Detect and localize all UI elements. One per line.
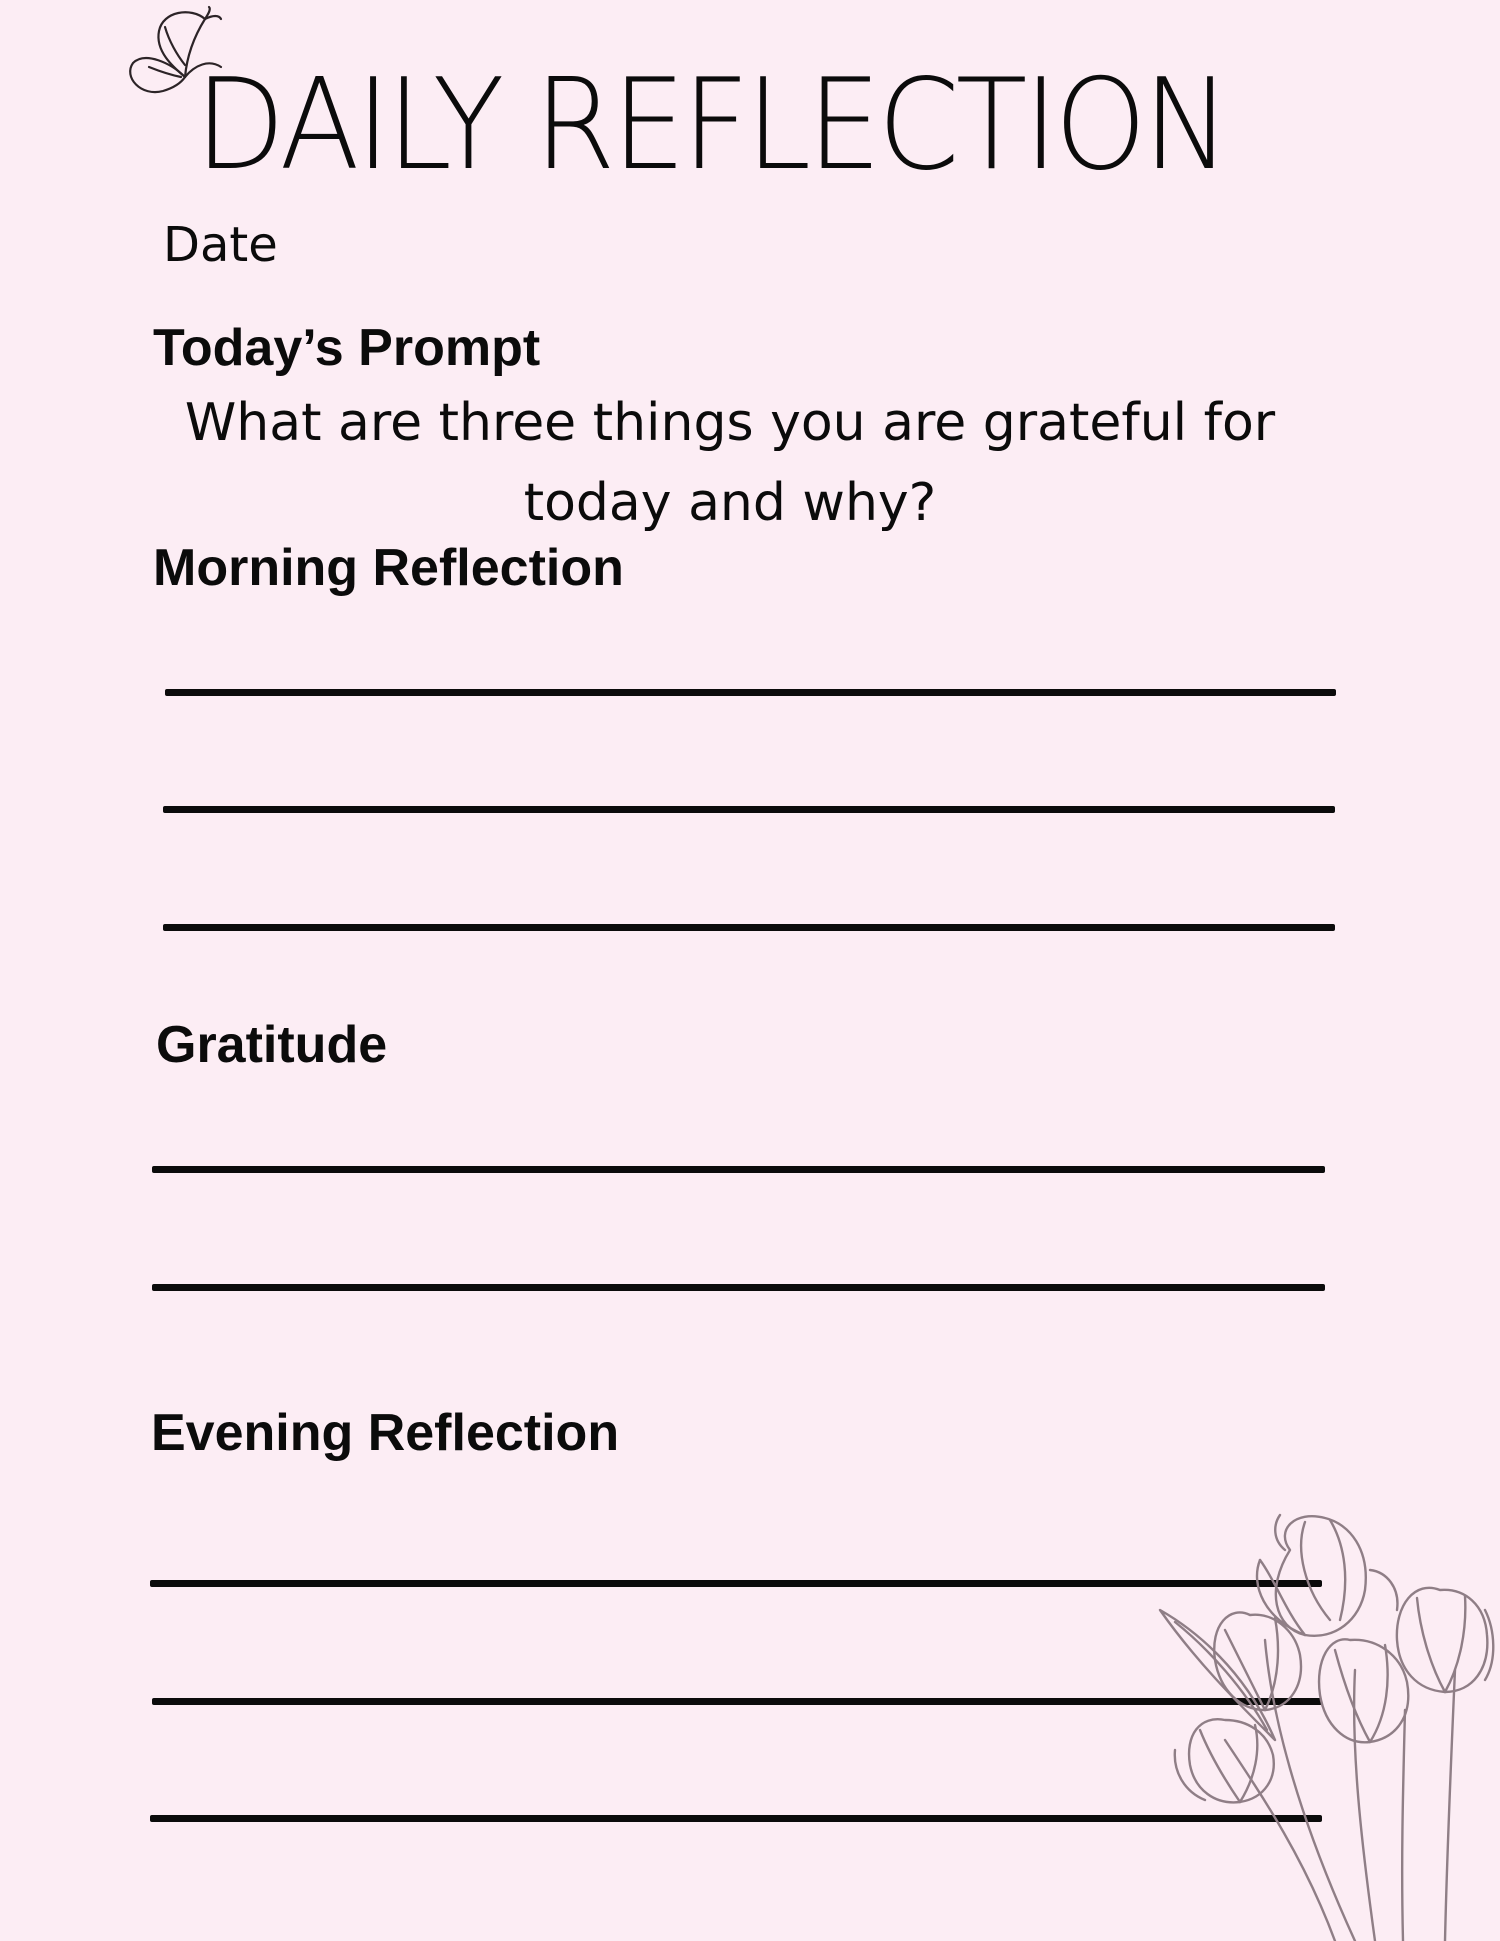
evening-heading: Evening Reflection — [151, 1404, 620, 1462]
evening-writing-line[interactable] — [152, 1698, 1322, 1705]
morning-heading: Morning Reflection — [153, 539, 624, 597]
evening-writing-line[interactable] — [150, 1815, 1322, 1822]
gratitude-heading: Gratitude — [156, 1016, 388, 1074]
prompt-text — [140, 383, 1320, 543]
tulip-illustration — [1155, 1510, 1500, 1941]
gratitude-writing-line[interactable] — [152, 1166, 1325, 1173]
morning-writing-line[interactable] — [163, 806, 1335, 813]
prompt-line-1: What are three things you are grateful for — [184, 393, 1276, 453]
morning-writing-line[interactable] — [163, 924, 1335, 931]
page-title: DAILY REFLECTION — [195, 51, 1227, 198]
evening-writing-line[interactable] — [150, 1580, 1322, 1587]
gratitude-writing-line[interactable] — [152, 1284, 1325, 1291]
prompt-line-2: today and why? — [523, 473, 937, 533]
date-label: Date — [163, 217, 278, 273]
morning-writing-line[interactable] — [165, 689, 1336, 696]
prompt-heading: Today’s Prompt — [153, 319, 541, 377]
